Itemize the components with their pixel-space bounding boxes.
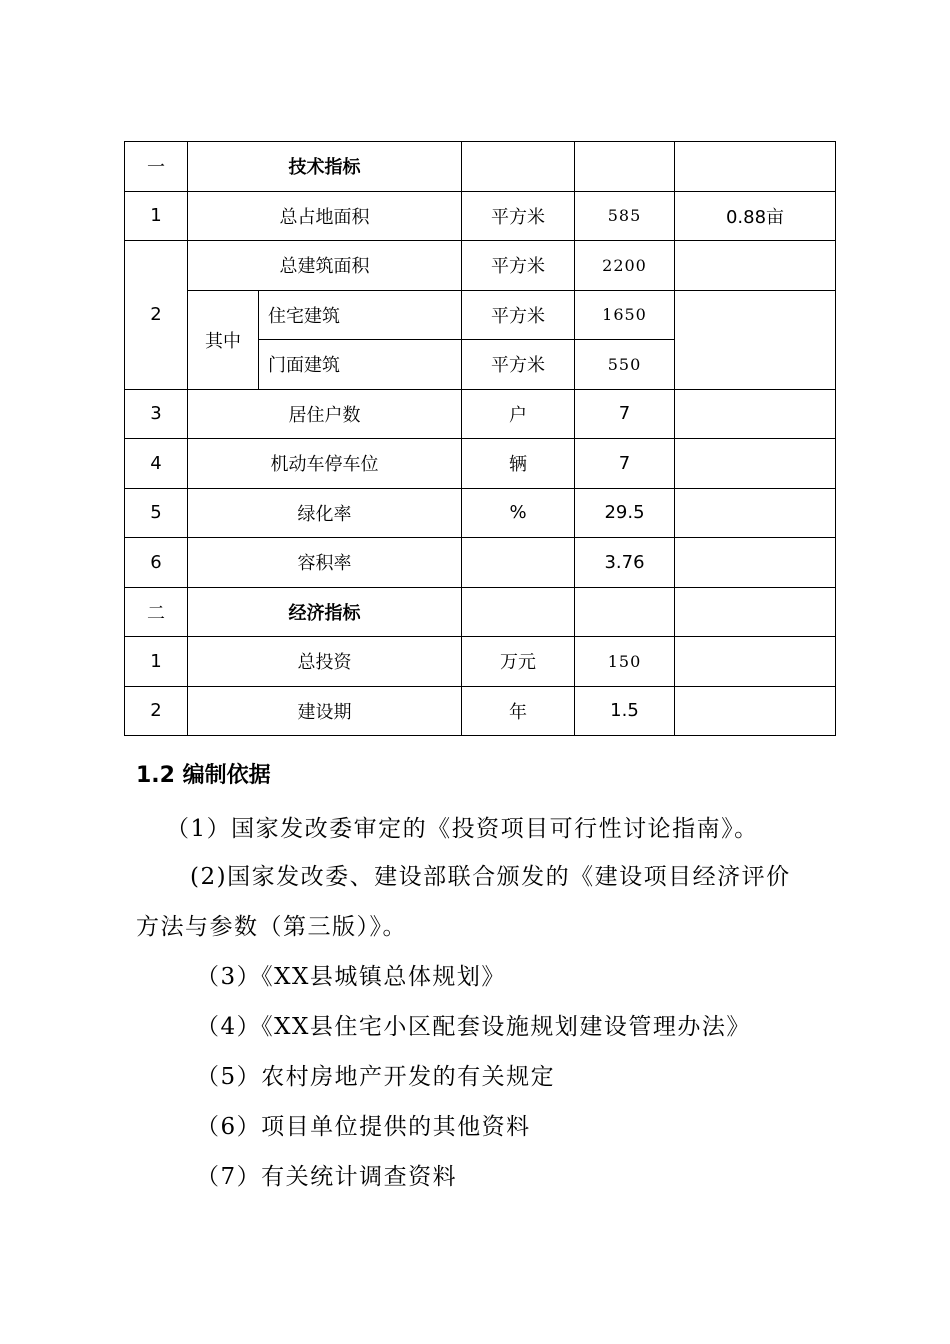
- table-row: [125, 538, 836, 588]
- value-cell: 29.5: [575, 488, 675, 538]
- table-row: [125, 290, 836, 340]
- value-cell: 3.76: [575, 538, 675, 588]
- unit-cell: [462, 142, 575, 192]
- unit-cell: 辆: [462, 439, 575, 489]
- value-cell: 585: [575, 191, 675, 241]
- basis-item-2-cont: 方法与参数（第三版）》。: [136, 914, 407, 940]
- unit-cell: 平方米: [462, 340, 575, 390]
- row-number: 1: [125, 637, 188, 687]
- value-cell: 1650: [575, 290, 675, 340]
- unit-cell: %: [462, 488, 575, 538]
- note-cell: 0.88亩: [675, 191, 836, 241]
- row-number: 2: [125, 241, 188, 390]
- row-label: 机动车停车位: [188, 439, 462, 489]
- value-cell: [575, 142, 675, 192]
- unit-cell: 万元: [462, 637, 575, 687]
- unit-cell: 平方米: [462, 191, 575, 241]
- row-number: 1: [125, 191, 188, 241]
- row-label: 建设期: [188, 686, 462, 736]
- note-cell: [675, 587, 836, 637]
- row-label: 居住户数: [188, 389, 462, 439]
- unit-cell: [462, 587, 575, 637]
- table-row: [125, 389, 836, 439]
- row-label: 门面建筑: [259, 340, 462, 390]
- row-label: 绿化率: [188, 488, 462, 538]
- basis-item-3: （3）《XX县城镇总体规划》: [196, 964, 506, 990]
- note-cell: [675, 439, 836, 489]
- unit-cell: 年: [462, 686, 575, 736]
- basis-item-6: （6）项目单位提供的其他资料: [196, 1114, 531, 1140]
- section-title: 技术指标: [188, 142, 462, 192]
- unit-cell: 平方米: [462, 290, 575, 340]
- value-cell: 7: [575, 389, 675, 439]
- section-number: 二: [125, 587, 188, 637]
- indicator-table: [124, 141, 836, 736]
- table-row: [125, 488, 836, 538]
- basis-item-5: （5）农村房地产开发的有关规定: [196, 1064, 556, 1090]
- unit-cell: 户: [462, 389, 575, 439]
- value-cell: 550: [575, 340, 675, 390]
- note-cell: [675, 538, 836, 588]
- table-row: [125, 191, 836, 241]
- table-row: [125, 686, 836, 736]
- row-number: 3: [125, 389, 188, 439]
- basis-item-2: (2)国家发改委、建设部联合颁发的《建设项目经济评价: [190, 864, 791, 890]
- unit-cell: 平方米: [462, 241, 575, 291]
- row-number: 4: [125, 439, 188, 489]
- row-label: 总占地面积: [188, 191, 462, 241]
- row-label: 总建筑面积: [188, 241, 462, 291]
- table-row: [125, 587, 836, 637]
- note-cell: [675, 488, 836, 538]
- value-cell: 150: [575, 637, 675, 687]
- value-cell: 2200: [575, 241, 675, 291]
- note-cell: [675, 241, 836, 291]
- basis-item-7: （7）有关统计调查资料: [196, 1164, 458, 1190]
- note-cell: [675, 290, 836, 389]
- table-row: [125, 637, 836, 687]
- row-label: 容积率: [188, 538, 462, 588]
- section-heading: 1.2 编制依据: [136, 763, 271, 788]
- value-cell: 7: [575, 439, 675, 489]
- note-cell: [675, 686, 836, 736]
- row-number: 2: [125, 686, 188, 736]
- basis-item-4: （4）《XX县住宅小区配套设施规划建设管理办法》: [196, 1014, 751, 1040]
- value-cell: 1.5: [575, 686, 675, 736]
- value-cell: [575, 587, 675, 637]
- row-label: 住宅建筑: [259, 290, 462, 340]
- note-cell: [675, 142, 836, 192]
- unit-cell: [462, 538, 575, 588]
- table-row: [125, 241, 836, 291]
- of-which-label: 其中: [188, 290, 259, 389]
- row-number: 5: [125, 488, 188, 538]
- section-number: 一: [125, 142, 188, 192]
- row-number: 6: [125, 538, 188, 588]
- note-cell: [675, 389, 836, 439]
- table-row: [125, 439, 836, 489]
- table-row: [125, 142, 836, 192]
- basis-item-1: （1）国家发改委审定的《投资项目可行性讨论指南》。: [166, 816, 759, 842]
- note-cell: [675, 637, 836, 687]
- row-label: 总投资: [188, 637, 462, 687]
- section-title: 经济指标: [188, 587, 462, 637]
